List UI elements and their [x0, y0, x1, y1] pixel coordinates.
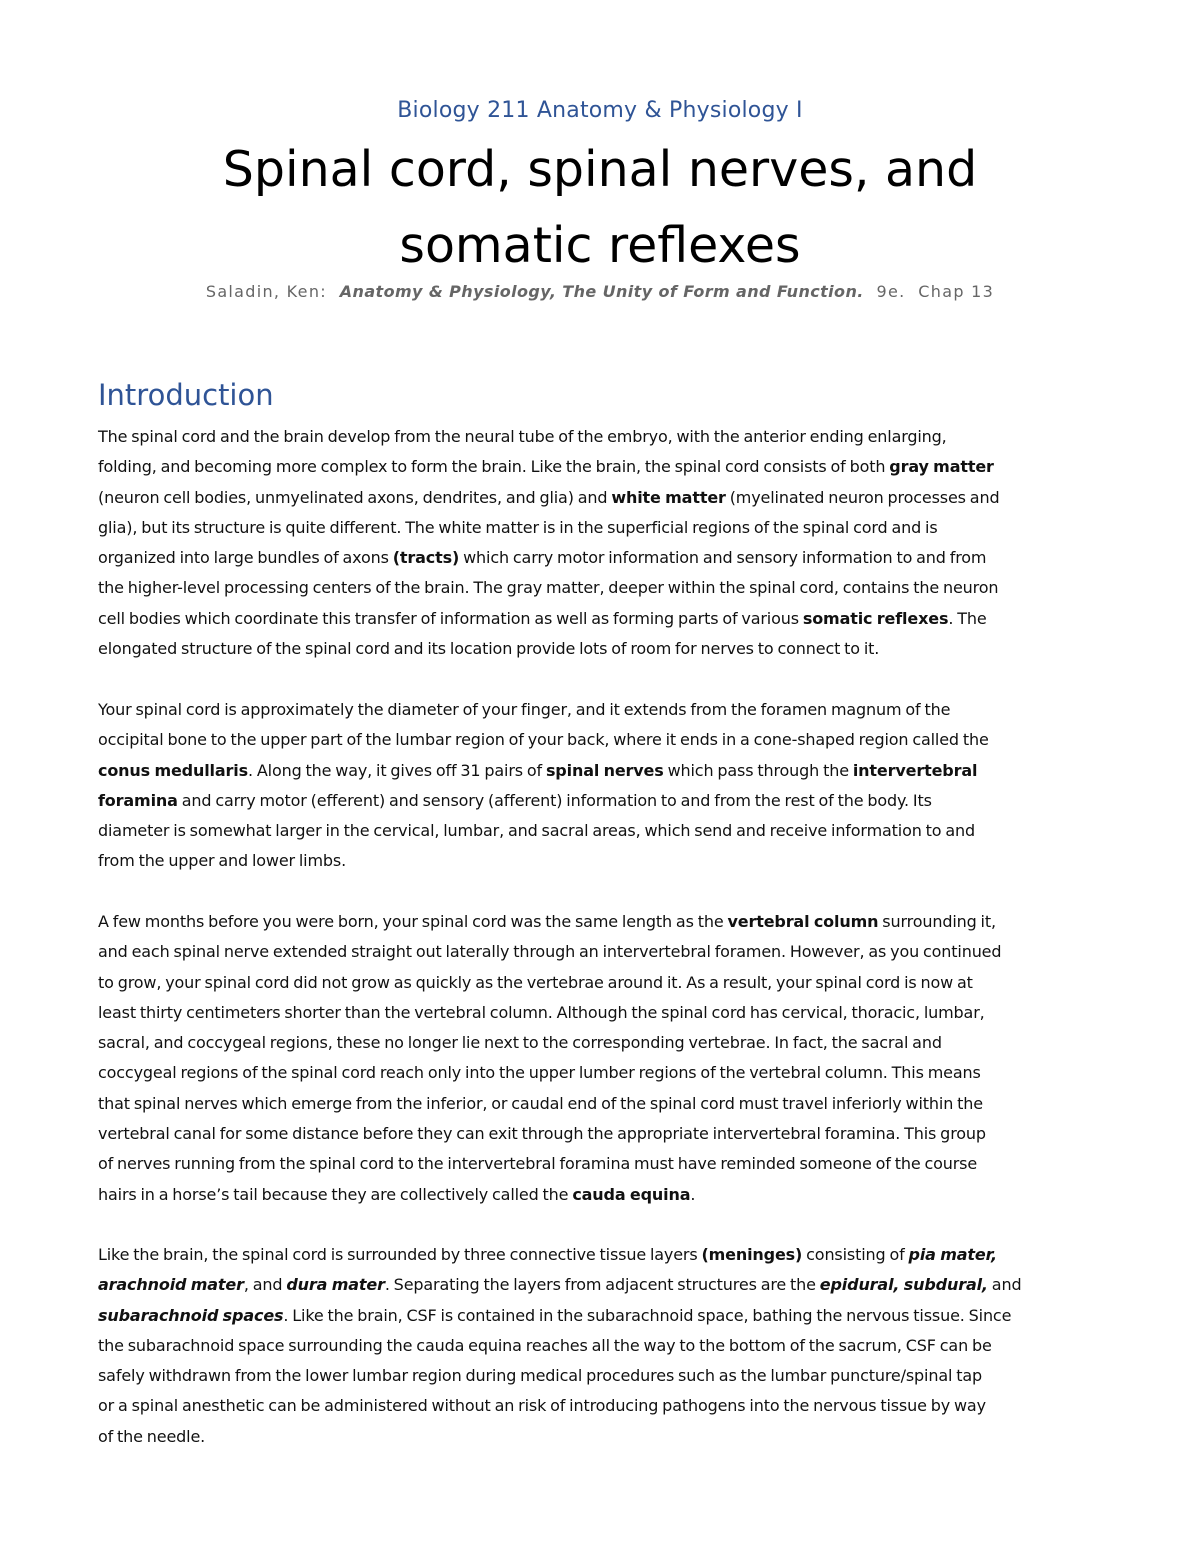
text-line: [98, 937, 1116, 967]
text-run: folding, and becoming more complex to form the brain. Like the brain, the spinal cord consists of both: [98, 457, 890, 477]
text-run: of nerves running from the spinal cord to the intervertebral foramina must have reminded someone of the course: [98, 1154, 978, 1174]
text-line: [98, 1119, 1116, 1149]
text-run: to grow, your spinal cord did not grow as quickly as the vertebrae around it. As a result, your spinal cord is now at: [98, 972, 973, 992]
text-line: [98, 1331, 1116, 1361]
bold-term: spinal nerves: [545, 760, 664, 780]
text-run: consisting of: [802, 1245, 909, 1264]
paragraph: [98, 1240, 1116, 1452]
text-run: or a spinal anesthetic can be administered without an risk of introducing pathogens into the nervous tissue by way: [98, 1396, 986, 1416]
text-line: [98, 756, 1116, 786]
text-line: [98, 968, 1116, 998]
paragraph: [98, 907, 1116, 1210]
section-heading: Introduction: [98, 378, 274, 412]
text-run: .: [690, 1184, 696, 1204]
text-run: which carry motor information and sensory information to and from: [459, 548, 987, 568]
text-run: glia), but its structure is quite different. The white matter is in the superficial regions of the spinal cord and is: [98, 517, 938, 537]
text-run: . Like the brain, CSF is contained in the subarachnoid space, bathing the nervous tissue. Since: [283, 1305, 1012, 1325]
text-run: sacral, and coccygeal regions, these no longer lie next to the corresponding vertebrae. In fact, the sacral and: [98, 1033, 942, 1053]
text-run: that spinal nerves which emerge from the inferior, or caudal end of the spinal cord must travel inferiorly within the: [98, 1093, 983, 1113]
text-run: Like the brain, the spinal cord is surrounded by three connective tissue layers: [98, 1245, 702, 1264]
bold-term: cauda equina: [572, 1184, 691, 1204]
citation-book: Anatomy & Physiology, The Unity of Form and Function.: [339, 282, 864, 301]
bold-term: dura mater: [286, 1275, 385, 1295]
text-run: A few months before you were born, your spinal cord was the same length as the: [98, 912, 728, 931]
text-run: hairs in a horse’s tail because they are collectively called the: [98, 1184, 573, 1204]
text-run: (neuron cell bodies, unmyelinated axons, dendrites, and glia) and: [98, 487, 612, 507]
bold-term: gray matter: [889, 457, 994, 477]
text-line: [98, 786, 1116, 816]
text-line: [98, 1149, 1116, 1179]
bold-term: intervertebral: [852, 760, 978, 780]
bold-term: conus medullaris: [98, 760, 248, 780]
text-run: coccygeal regions of the spinal cord reach only into the upper lumber regions of the vertebral column. This means: [98, 1063, 981, 1083]
text-line: [98, 725, 1116, 755]
text-run: Your spinal cord is approximately the diameter of your finger, and it extends from the foramen magnum of the: [98, 700, 951, 719]
bold-term: vertebral column: [727, 912, 879, 931]
text-run: . Along the way, it gives off 31 pairs of: [247, 760, 546, 780]
citation-edition: 9e.: [876, 282, 906, 301]
text-line: [98, 452, 1116, 482]
text-run: . Separating the layers from adjacent structures are the: [384, 1275, 820, 1295]
text-run: vertebral canal for some distance before they can exit through the appropriate intervertebral foramina. This group: [98, 1124, 986, 1144]
bold-term: arachnoid mater: [98, 1275, 244, 1295]
text-run: The spinal cord and the brain develop from the neural tube of the embryo, with the anterior ending enlarging,: [98, 427, 947, 446]
text-run: diameter is somewhat larger in the cervical, lumbar, and sacral areas, which send and receive information to and: [98, 821, 975, 841]
text-line: [98, 1391, 1116, 1421]
bold-term: epidural, subdural,: [819, 1275, 988, 1295]
bold-term: (meninges): [701, 1245, 803, 1264]
text-run: . The: [948, 608, 987, 628]
text-run: of the needle.: [98, 1426, 206, 1446]
text-line: [98, 1422, 1116, 1452]
text-run: and: [987, 1275, 1022, 1295]
text-line: [98, 998, 1116, 1028]
text-line: [98, 846, 1116, 876]
text-line: [98, 1058, 1116, 1088]
text-line: [98, 1180, 1116, 1210]
text-line: [98, 1240, 1116, 1270]
paragraph: [98, 422, 1116, 664]
text-line: [98, 695, 1116, 725]
text-line: [98, 543, 1116, 573]
text-run: occipital bone to the upper part of the lumbar region of your back, where it ends in a cone-shaped region called the: [98, 730, 989, 750]
citation-chapter: Chap 13: [918, 282, 995, 301]
text-run: and each spinal nerve extended straight out laterally through an intervertebral foramen. However, as you continued: [98, 942, 1002, 962]
text-run: the subarachnoid space surrounding the cauda equina reaches all the way to the bottom of the sacrum, CSF can be: [98, 1335, 992, 1355]
text-run: safely withdrawn from the lower lumbar region during medical procedures such as the lumbar puncture/spinal tap: [98, 1366, 982, 1386]
text-line: [98, 634, 1116, 664]
text-line: [98, 573, 1116, 603]
text-line: [98, 483, 1116, 513]
text-run: the higher-level processing centers of the brain. The gray matter, deeper within the spinal cord, contains the neuron: [98, 578, 999, 598]
citation: [0, 282, 1200, 301]
text-run: cell bodies which coordinate this transfer of information as well as forming parts of various: [98, 608, 803, 628]
bold-term: (tracts): [392, 548, 460, 568]
text-run: and carry motor (efferent) and sensory (afferent) information to and from the rest of the body. Its: [177, 790, 932, 810]
course-title: Biology 211 Anatomy & Physiology I: [397, 98, 803, 123]
text-line: [98, 1301, 1116, 1331]
text-run: which pass through the: [663, 760, 853, 780]
document-title: [0, 132, 1200, 284]
bold-term: white matter: [611, 487, 726, 507]
text-line: [98, 513, 1116, 543]
bold-term: pia mater,: [908, 1245, 997, 1264]
text-line: [98, 1089, 1116, 1119]
bold-term: subarachnoid spaces: [98, 1305, 284, 1325]
text-run: from the upper and lower limbs.: [98, 851, 347, 871]
text-run: (myelinated neuron processes and: [725, 487, 1000, 507]
text-run: , and: [243, 1275, 287, 1295]
text-run: least thirty centimeters shorter than the vertebral column. Although the spinal cord has cervical, thoracic, lumbar,: [98, 1002, 985, 1022]
citation-author: Saladin, Ken:: [205, 282, 327, 301]
title-line-1: Spinal cord, spinal nerves, and: [222, 141, 978, 198]
text-run: surrounding it,: [878, 912, 996, 931]
text-run: organized into large bundles of axons: [98, 548, 393, 568]
bold-term: foramina: [98, 790, 178, 810]
text-run: elongated structure of the spinal cord and its location provide lots of room for nerves to connect to it.: [98, 639, 880, 659]
text-line: [98, 907, 1116, 937]
text-line: [98, 816, 1116, 846]
paragraph: [98, 695, 1116, 877]
text-line: [98, 422, 1116, 452]
title-line-2: somatic reflexes: [399, 217, 801, 274]
bold-term: somatic reflexes: [802, 608, 949, 628]
text-line: [98, 1028, 1116, 1058]
text-line: [98, 1270, 1116, 1300]
text-line: [98, 604, 1116, 634]
text-line: [98, 1361, 1116, 1391]
